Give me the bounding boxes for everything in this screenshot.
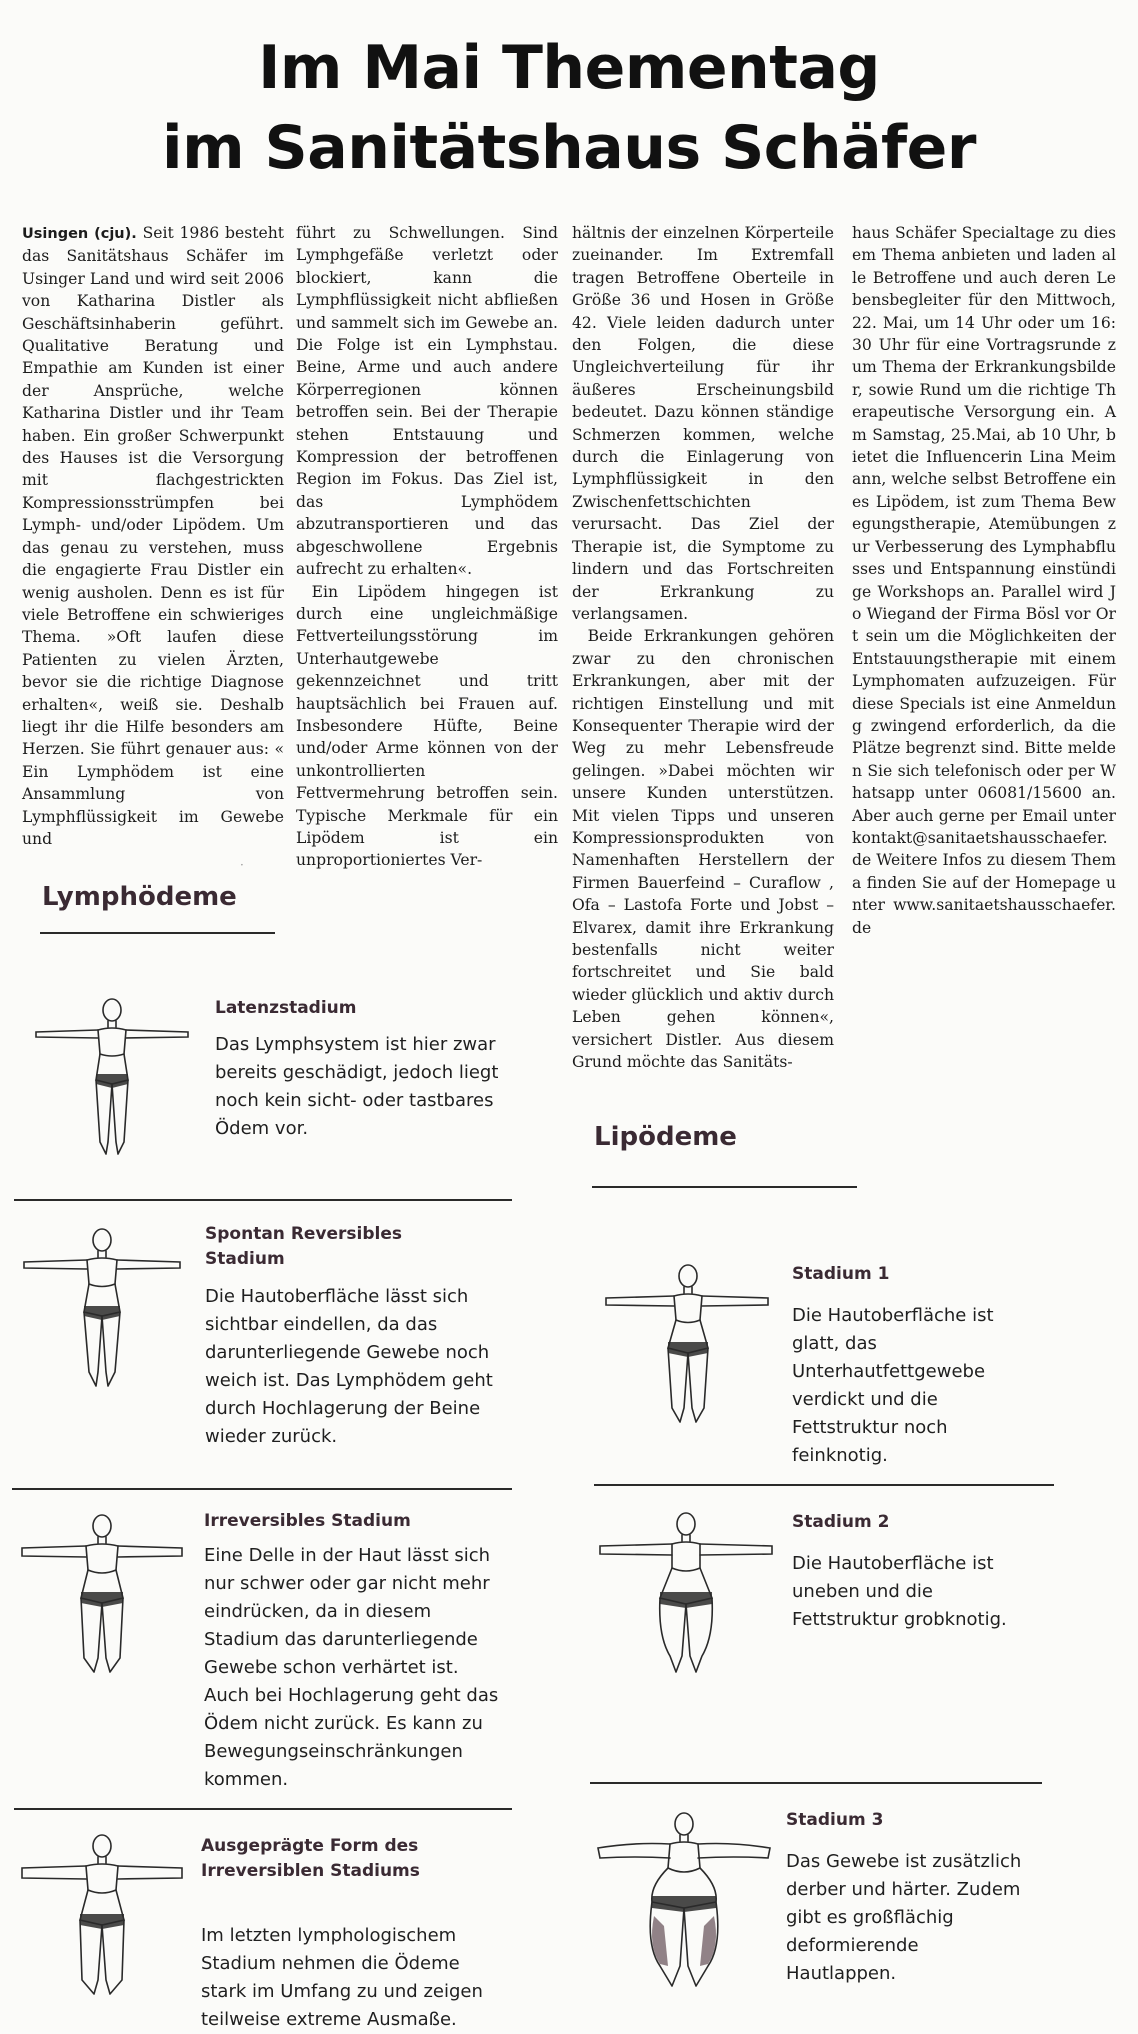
lipo-section-heading: Lipödeme bbox=[594, 1122, 737, 1152]
article-column-2-paragraph-1: führt zu Schwellungen. Sind Lymphgefäße verletzt oder blockiert, kann die Lymphflüssigkeit nicht abfließen und sammelt sich im Gewebe an. Die Folge ist ein Lymphstau. Beine, Arme und auch andere Körperregionen können betroffen sein. Bei der Therapie stehen Entstauung und Kompression der betroffenen Region im Fokus. Das Ziel ist, das Lymphödem abzutransportieren und das abgeschwollene Ergebnis aufrecht zu erhalten«. bbox=[296, 224, 558, 579]
lipo-stage-2-title: Stadium 2 bbox=[792, 1512, 890, 1532]
headline-line-2: im Sanitätshaus Schäfer bbox=[162, 113, 976, 183]
woman-figure-icon bbox=[594, 1806, 774, 1996]
lipo-stage-3-description: Das Gewebe ist zusätzlich derber und härter. Zudem gibt es großflächig deformierende Hautlappen. bbox=[786, 1851, 1022, 1984]
lymph-stage-divider-1 bbox=[14, 1199, 512, 1201]
headline bbox=[0, 28, 1138, 188]
lymph-stage-2-title: Spontan Reversibles Stadium bbox=[205, 1224, 403, 1269]
woman-figure-icon bbox=[18, 1828, 188, 2003]
woman-figure-icon bbox=[602, 1258, 772, 1428]
headline-line-1: Im Mai Thementag bbox=[258, 33, 880, 103]
woman-figure-icon bbox=[596, 1506, 776, 1681]
body-figure-lipo-stage-1 bbox=[602, 1258, 772, 1428]
article-column-2-paragraph-2: Ein Lipödem hingegen ist durch eine ungleichmäßige Fettverteilungsstörung im Unterhautgewebe gekennzeichnet und tritt hauptsächlich bei Frauen auf. Insbesondere Hüfte, Beine und/oder Arme können von der unkontrollierten Fettvermehrung betroffen sein. Typische Merkmale für ein Lipödem ist ein unproportioniertes Ver- bbox=[296, 582, 558, 870]
lymph-section-heading: Lymphödeme bbox=[42, 882, 237, 912]
article-column-3-paragraph-2: Beide Erkrankungen gehören zwar zu den chronischen Erkrankungen, aber mit der richtigen Einstellung und mit Konsequenter Therapie wird der Weg zu mehr Lebensfreude gelingen. »Dabei möchten wir unsere Kunden unterstützen. Mit vielen Tipps und unseren Kompressionsprodukten von Namenhaften Herstellern der Firmen Bauerfeind – Curaflow , Ofa – Lastofa Forte und Jobst – Elvarex, damit ihre Erkrankung bestenfalls nicht weiter fortschreitet und Sie bald wieder glücklich und aktiv durch Leben gehen können«, versichert Distler. Aus diesem Grund möchte das Sanitäts- bbox=[572, 627, 834, 1072]
body-figure-lymph-stage-2 bbox=[20, 1222, 185, 1392]
article-column-3 bbox=[572, 222, 834, 1073]
article-column-4-text: haus Schäfer Specialtage zu diesem Thema anbieten und laden alle Betroffene und auch deren Lebensbegleiter für den Mittwoch, 22. Mai, um 14 Uhr oder um 16:30 Uhr für eine Vortragsrunde zum Thema der Erkrankungsbilder, sowie Rund um die richtige Therapeutische Versorgung ein. Am Samstag, 25.Mai, ab 10 Uhr, bietet die Influencerin Lina Meimann, welche selbst Betroffene eines Lipödem, ist zum Thema Bewegungstherapie, Atemübungen zur Verbesserung des Lymphabflusses und Entspannung einstündige Workshops an. Parallel wird Jo Wiegand der Firma Bösl vor Ort sein um die Möglichkeiten der Entstauungstherapie mit einem Lymphomaten aufzuzeigen. Für diese Specials ist eine Anmeldung zwingend erforderlich, da die Plätze begrenzt sind. Bitte melden Sie sich telefonisch oder per Whatsapp unter 06081/15600 an. Aber auch gerne per Email unter kontakt@sanitaetshausschaefer.de Weitere Infos zu diesem Thema finden Sie auf der Homepage unter www.sanitaetshausschaefer.de bbox=[852, 224, 1116, 937]
lymph-stage-3-description: Eine Delle in der Haut lässt sich nur schwer oder gar nicht mehr eindrücken, da in diesem Stadium das darunterliegende Gewebe schon verhärtet ist. Auch bei Hochlagerung geht das Ödem nicht zurück. Es kann zu Bewegungseinschränkungen kommen. bbox=[204, 1545, 499, 1790]
lymph-stage-3-title: Irreversibles Stadium bbox=[204, 1511, 411, 1531]
lipo-stage-1-title: Stadium 1 bbox=[792, 1264, 890, 1284]
lipo-stage-divider-2 bbox=[590, 1782, 1042, 1784]
lymph-stage-divider-2 bbox=[12, 1488, 512, 1490]
article-column-4 bbox=[852, 222, 1116, 939]
article-column-1 bbox=[22, 222, 284, 850]
lymph-stage-1-title: Latenzstadium bbox=[215, 998, 357, 1018]
lipo-stage-1-description: Die Hautoberfläche ist glatt, das Unterhautfettgewebe verdickt und die Fettstruktur noch feinknotig. bbox=[792, 1305, 994, 1466]
lymph-heading-underline bbox=[40, 932, 275, 934]
woman-figure-icon bbox=[18, 1508, 188, 1678]
lymph-stage-4-title: Ausgeprägte Form des Irreversiblen Stadiums bbox=[201, 1836, 420, 1881]
lipo-stage-divider-1 bbox=[594, 1484, 1054, 1486]
lipo-heading-underline bbox=[592, 1186, 857, 1188]
woman-figure-icon bbox=[32, 992, 192, 1162]
article-column-2 bbox=[296, 222, 558, 872]
lymph-stage-divider-3 bbox=[14, 1808, 512, 1810]
body-figure-lymph-stage-1 bbox=[32, 992, 192, 1162]
lymph-stage-2-description: Die Hautoberfläche lässt sich sichtbar eindellen, da das darunterliegende Gewebe noch weich ist. Das Lymphödem geht durch Hochlagerung der Beine wieder zurück. bbox=[205, 1286, 493, 1447]
lipo-stage-2-description: Die Hautoberfläche ist uneben und die Fettstruktur grobknotig. bbox=[792, 1553, 1007, 1630]
lymph-stage-1-description: Das Lymphsystem ist hier zwar bereits geschädigt, jedoch liegt noch kein sicht- oder tastbares Ödem vor. bbox=[215, 1034, 499, 1139]
lymph-stage-4-description: Im letzten lymphologischem Stadium nehmen die Ödeme stark im Umfang zu und zeigen teilweise extreme Ausmaße. bbox=[201, 1925, 483, 2030]
article-location: Usingen (cju). bbox=[22, 226, 137, 242]
article-column-3-paragraph-1: hältnis der einzelnen Körperteile zueinander. Im Extremfall tragen Betroffene Oberteile in Größe 36 und Hosen in Größe 42. Viele leiden dadurch unter den Folgen, die diese Ungleichverteilung für ihr äußeres Erscheinungsbild bedeutet. Dazu können ständige Schmerzen kommen, welche durch die Einlagerung von Lymphflüssigkeit in den Zwischenfettschichten verursacht. Das Ziel der Therapie ist, die Symptome zu lindern und das Fortschreiten der Erkrankung zu verlangsamen. bbox=[572, 224, 834, 623]
body-figure-lymph-stage-3 bbox=[18, 1508, 188, 1678]
body-figure-lipo-stage-3 bbox=[594, 1806, 774, 1996]
woman-figure-icon bbox=[20, 1222, 185, 1392]
bleed-through-text: · bbox=[240, 858, 244, 872]
body-figure-lymph-stage-4 bbox=[18, 1828, 188, 2003]
article-column-1-text: Seit 1986 besteht das Sanitätshaus Schäfer im Usinger Land und wird seit 2006 von Katharina Distler als Geschäftsinhaberin geführt. Qualitative Beratung und Empathie am Kunden ist einer der Ansprüche, welche Katharina Distler und ihr Team haben. Ein großer Schwerpunkt des Hauses ist die Versorgung mit flachgestrickten Kompressionsstrümpfen bei Lymph- und/oder Lipödem. Um das genau zu verstehen, muss die engagierte Frau Distler ein wenig ausholen. Denn es ist für viele Betroffene ein schwieriges Thema. »Oft laufen diese Patienten zu vielen Ärzten, bevor sie die richtige Diagnose erhalten«, weiß sie. Deshalb liegt ihr die Hilfe besonders am Herzen. Sie führt genauer aus: « Ein Lymphödem ist eine Ansammlung von Lymphflüssigkeit im Gewebe und bbox=[22, 224, 284, 848]
lipo-stage-3-title: Stadium 3 bbox=[786, 1810, 884, 1830]
body-figure-lipo-stage-2 bbox=[596, 1506, 776, 1681]
